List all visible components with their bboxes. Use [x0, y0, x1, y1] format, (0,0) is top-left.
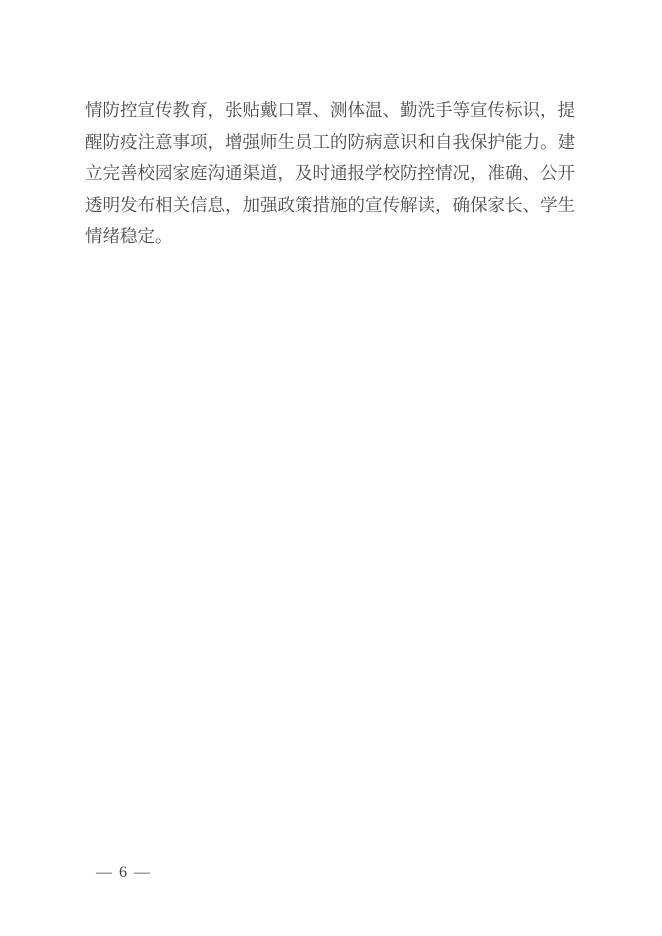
text-line-3: 立完善校园家庭沟通渠道，及时通报学校防控情况，准确、公开: [85, 163, 575, 183]
text-line-4: 透明发布相关信息，加强政策措施的宣传解读，确保家长、学生: [85, 194, 575, 215]
body-paragraph: [85, 95, 575, 253]
text-line-5: 情绪稳定。: [85, 226, 173, 246]
text-line-1: 情防控宣传教育，张贴戴口罩、测体温、勤洗手等宣传标识，提: [85, 100, 575, 120]
page-number: — 6 —: [96, 864, 152, 881]
text-line-2: 醒防疫注意事项，增强师生员工的防病意识和自我保护能力。建: [85, 131, 575, 152]
